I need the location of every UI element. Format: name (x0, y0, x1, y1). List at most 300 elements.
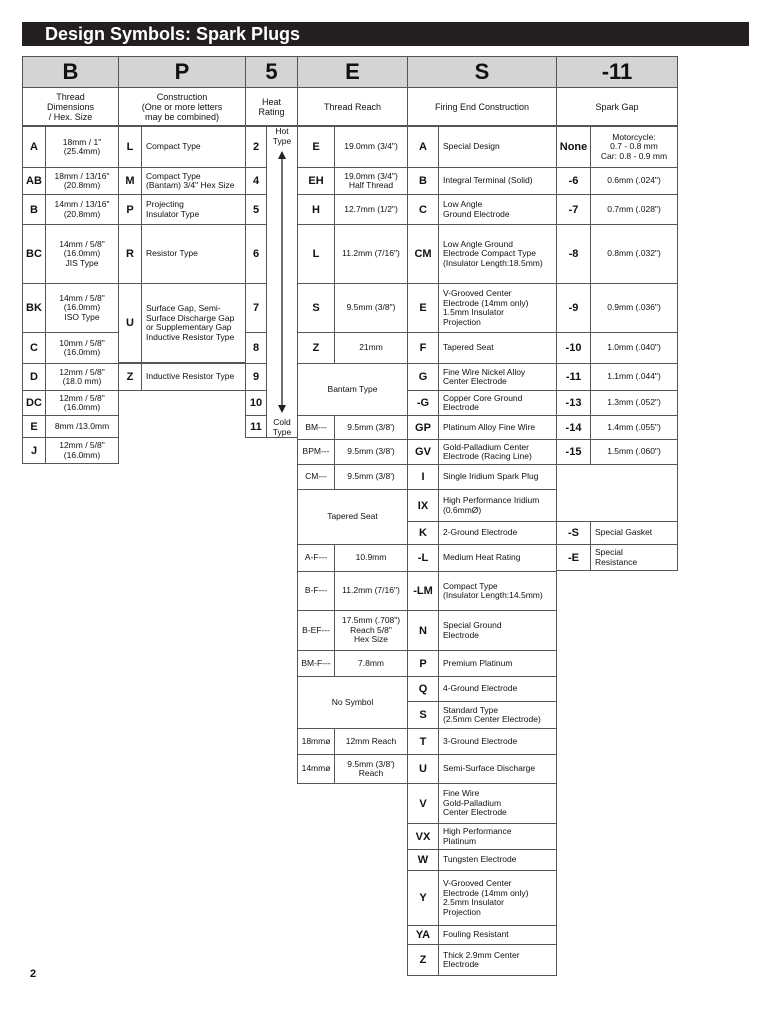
firing-end-desc-text: High Performance Platinum (443, 826, 512, 846)
construction-code-text: M (125, 175, 135, 187)
thread-dim-code (22, 167, 46, 195)
firing-end-code (407, 610, 439, 651)
thread-dim-code-text: DC (26, 397, 42, 409)
firing-end-desc-text: 4-Ground Electrode (443, 683, 518, 694)
construction-code-text: L (126, 141, 134, 153)
thread-dim-desc (45, 437, 119, 464)
firing-end-desc-text: High Performance Iridium (0.6mmØ) (443, 495, 540, 515)
thread-dim-code-text: BC (26, 248, 42, 260)
thread-dim-code (22, 224, 46, 284)
thread-dim-desc-text: 12mm / 5/8" (16.0mm) (59, 440, 105, 460)
thread-dim-code (22, 415, 46, 438)
subheader-B-text: Thread Dimensions / Hex. Size (46, 91, 95, 122)
firing-end-desc-text: Semi-Surface Discharge (443, 763, 536, 774)
tapered-code-text: B-F--- (304, 585, 328, 596)
firing-end-code (407, 676, 439, 702)
firing-end-code-text: S (419, 709, 427, 721)
construction-desc-text: Compact Type (Bantam) 3/4" Hex Size (146, 170, 235, 190)
tapered-desc-text: 7.8mm (358, 657, 384, 668)
thread-reach-desc (334, 126, 408, 168)
subheader-five (245, 87, 298, 126)
thread-reach-code-text: S (312, 302, 320, 314)
firing-end-code (407, 925, 439, 945)
header-gap-text: -11 (601, 59, 633, 84)
tapered-desc-text: 17.5mm (.708") Reach 5/8" Hex Size (341, 615, 401, 645)
firing-end-desc-text: Platinum Alloy Fine Wire (443, 421, 536, 432)
firing-end-code (407, 390, 439, 416)
thread-reach-code (297, 194, 335, 225)
tapered-code (297, 544, 335, 572)
bantam-type-label (297, 363, 408, 416)
bantam-code-text: BPM--- (302, 446, 330, 457)
spark-gap-desc (590, 194, 678, 225)
heat-rating-value-text: 9 (252, 371, 260, 383)
subheader-S-text: Firing End Construction (434, 101, 530, 112)
thread-dim-desc-text: 14mm / 13/16" (20.8mm) (54, 199, 110, 219)
thread-dim-desc (45, 283, 119, 333)
heat-rating-value (245, 283, 267, 333)
thread-dim-code-text: D (30, 371, 38, 383)
firing-end-desc (438, 610, 557, 651)
spark-gap-code (556, 283, 591, 333)
subheader-gap-text: Spark Gap (595, 101, 639, 112)
firing-end-desc-text: Single Iridium Spark Plug (443, 471, 539, 482)
firing-end-code-text: Z (419, 954, 427, 966)
thread-reach-desc (334, 194, 408, 225)
construction-code (118, 126, 142, 168)
firing-end-desc-text: Low Angle Ground Electrode (443, 199, 510, 219)
subheader-gap (556, 87, 678, 126)
firing-end-desc-text: 2-Ground Electrode (443, 527, 518, 538)
no-symbol-label (297, 676, 408, 729)
subheader-E-text: Thread Reach (323, 101, 382, 112)
header-B (22, 56, 119, 88)
bantam-type-label-text: Bantam Type (327, 383, 378, 394)
spark-gap-desc (590, 167, 678, 195)
bantam-desc (334, 415, 408, 440)
firing-end-desc-text: Compact Type (Insulator Length:14.5mm) (443, 580, 543, 600)
thread-dim-code-text: A (30, 141, 38, 153)
spark-gap-desc-text: 0.9mm (.036") (607, 302, 661, 313)
bantam-desc (334, 439, 408, 465)
heat-arrow-icon (277, 151, 287, 413)
firing-end-desc (438, 167, 557, 195)
thread-dim-desc-text: 12mm / 5/8" (16.0mm) (59, 392, 105, 412)
construction-desc (141, 167, 246, 195)
firing-end-desc-text: Gold-Palladium Center Electrode (Racing Line) (443, 441, 532, 461)
firing-end-code (407, 464, 439, 490)
firing-end-code-text: GP (415, 421, 431, 434)
spark-gap-code-text: -E (568, 551, 579, 564)
thread-reach-code-text: H (312, 203, 320, 216)
construction-desc (141, 224, 246, 284)
thread-dim-code-text: C (30, 342, 38, 354)
thread-reach-desc-text: 12.7mm (1/2") (344, 203, 398, 214)
firing-end-code (407, 224, 439, 284)
thread-dim-code-text: B (30, 203, 38, 216)
tapered-desc (334, 610, 408, 651)
thread-dim-code-text: E (30, 420, 38, 433)
thread-dim-desc (45, 390, 119, 416)
firing-end-code-text: T (419, 735, 427, 748)
subheader-S (407, 87, 557, 126)
bantam-desc-text: 9.5mm (3/8') (347, 421, 395, 432)
no-symbol-code-text: 14mmø (301, 763, 331, 774)
construction-code-text: R (126, 248, 134, 260)
firing-end-code-text: K (419, 527, 427, 539)
construction-desc (141, 194, 246, 225)
firing-end-desc (438, 944, 557, 976)
firing-end-desc (438, 728, 557, 755)
spark-gap-desc (590, 332, 678, 364)
firing-end-code-text: -LM (413, 585, 433, 597)
heat-rating-value (245, 363, 267, 391)
thread-reach-desc-text: 9.5mm (3/8") (346, 302, 396, 313)
bantam-code-text: BM--- (305, 421, 327, 432)
no-symbol-code (297, 728, 335, 755)
tapered-code-text: B-EF--- (302, 624, 330, 635)
thread-reach-code-text: E (312, 141, 320, 153)
firing-end-desc-text: Fouling Resistant (443, 929, 509, 940)
firing-end-desc (438, 754, 557, 784)
firing-end-desc-text: Premium Platinum (443, 657, 513, 668)
firing-end-code-text: V (419, 797, 427, 810)
spark-gap-desc-text: 1.4mm (.055") (607, 421, 661, 432)
firing-end-desc-text: Low Angle Ground Electrode Compact Type (Insulator Length:18.5mm) (443, 238, 543, 268)
thread-dim-desc (45, 126, 119, 168)
firing-end-code (407, 728, 439, 755)
no-symbol-desc (334, 728, 408, 755)
firing-end-desc (438, 849, 557, 871)
firing-end-code (407, 363, 439, 391)
subheader-five-text: Heat Rating (258, 96, 285, 117)
thread-reach-desc-text: 11.2mm (7/16") (342, 248, 400, 259)
firing-end-desc-text: Fine Wire Nickel Alloy Center Electrode (443, 366, 526, 386)
thread-dim-desc-text: 18mm / 13/16" (20.8mm) (54, 170, 110, 190)
firing-end-code-text: GV (415, 446, 431, 458)
firing-end-desc (438, 544, 557, 572)
subheader-E (297, 87, 408, 126)
firing-end-code (407, 332, 439, 364)
spark-gap-blank (556, 464, 678, 522)
firing-end-code (407, 126, 439, 168)
thread-dim-code (22, 437, 46, 464)
construction-code-text: P (126, 203, 134, 216)
thread-dim-desc (45, 194, 119, 225)
firing-end-desc (438, 571, 557, 611)
firing-end-code-text: IX (417, 499, 429, 512)
spark-gap-code (556, 521, 591, 545)
tapered-code (297, 571, 335, 611)
heat-rating-value-text: 4 (252, 175, 260, 187)
thread-reach-desc-text: 19.0mm (3/4") (344, 141, 398, 152)
thread-reach-desc (334, 224, 408, 284)
tapered-desc-text: 11.2mm (7/16") (342, 585, 400, 596)
thread-dim-desc-text: 14mm / 5/8" (16.0mm) JIS Type (59, 238, 105, 268)
thread-dim-code-text: AB (26, 175, 42, 187)
thread-reach-desc (334, 283, 408, 333)
firing-end-desc-text: Special Ground Electrode (443, 620, 502, 640)
spark-gap-desc (590, 283, 678, 333)
thread-reach-desc (334, 167, 408, 195)
bantam-desc-text: 9.5mm (3/8') (347, 446, 395, 457)
firing-end-code-text: G (418, 371, 428, 383)
thread-dim-desc (45, 415, 119, 438)
firing-end-code-text: Y (419, 892, 427, 904)
tapered-seat-label (297, 489, 408, 545)
construction-desc-text: Surface Gap, Semi- Surface Discharge Gap or Supplementary Gap (146, 303, 235, 332)
firing-end-desc (438, 439, 557, 465)
firing-end-desc (438, 224, 557, 284)
thread-reach-code (297, 224, 335, 284)
firing-end-code (407, 823, 439, 850)
spark-gap-code-text: None (559, 141, 588, 153)
firing-end-desc (438, 283, 557, 333)
firing-end-code-text: YA (415, 929, 431, 941)
header-five-text: 5 (265, 59, 278, 84)
spark-gap-code (556, 332, 591, 364)
firing-end-desc (438, 783, 557, 824)
spark-gap-code-text: -10 (565, 342, 582, 354)
firing-end-desc (438, 194, 557, 225)
firing-end-code-text: Q (418, 683, 428, 695)
spark-gap-desc-text: 0.6mm (.024") (607, 175, 661, 186)
no-symbol-desc-text: 12mm Reach (345, 735, 397, 746)
thread-reach-code (297, 283, 335, 333)
firing-end-code (407, 283, 439, 333)
spark-gap-desc-text: 1.5mm (.060") (607, 446, 661, 457)
header-S-text: S (474, 59, 490, 84)
construction-code-text: Z (126, 371, 134, 383)
thread-dim-desc-text: 12mm / 5/8" (18.0 mm) (59, 366, 105, 386)
firing-end-code (407, 701, 439, 729)
spark-gap-code (556, 224, 591, 284)
firing-end-desc-text: Standard Type (2.5mm Center Electrode) (443, 704, 541, 724)
spark-gap-desc-text: 1.1mm (.044") (607, 371, 661, 382)
firing-end-desc (438, 676, 557, 702)
firing-end-code (407, 415, 439, 440)
firing-end-code-text: CM (414, 248, 432, 260)
firing-end-desc (438, 521, 557, 545)
spark-gap-desc-text: Special Resistance (595, 547, 638, 567)
firing-end-code (407, 489, 439, 522)
spark-gap-code (556, 363, 591, 391)
no-symbol-code (297, 754, 335, 784)
construction-code (118, 283, 142, 363)
construction-code-text: U (126, 317, 134, 329)
spark-gap-code (556, 415, 591, 440)
spark-gap-desc (590, 521, 678, 545)
no-symbol-desc (334, 754, 408, 784)
firing-end-desc-text: Copper Core Ground Electrode (443, 392, 523, 412)
firing-end-desc-text: Thick 2.9mm Center Electrode (443, 949, 520, 969)
spark-gap-desc (590, 439, 678, 465)
firing-end-desc (438, 390, 557, 416)
spark-gap-desc-text: 1.0mm (.040") (607, 342, 661, 353)
firing-end-desc (438, 650, 557, 677)
spark-gap-desc (590, 544, 678, 571)
subheader-B (22, 87, 119, 126)
construction-code (118, 194, 142, 225)
heat-rating-value-text: 5 (252, 203, 260, 216)
firing-end-code (407, 754, 439, 784)
thread-dim-code (22, 283, 46, 333)
firing-end-code (407, 849, 439, 871)
firing-end-code (407, 167, 439, 195)
heat-rating-value-text: 6 (252, 248, 260, 260)
firing-end-desc-text: Tungsten Electrode (443, 854, 517, 865)
bantam-desc (334, 464, 408, 490)
construction-desc-text: Inductive Resistor Type (146, 371, 235, 382)
spark-gap-code (556, 439, 591, 465)
tapered-code (297, 650, 335, 677)
construction-desc (141, 126, 246, 168)
construction-desc (141, 363, 246, 391)
header-five (245, 56, 298, 88)
construction-desc-text: Compact Type (146, 141, 201, 152)
firing-end-desc (438, 823, 557, 850)
construction-desc-extra: Inductive Resistor Type (146, 331, 235, 342)
thread-dim-desc (45, 224, 119, 284)
heat-rating-value (245, 126, 267, 168)
bantam-code (297, 464, 335, 490)
spark-gap-desc-text: 1.3mm (.052") (607, 397, 661, 408)
thread-dim-desc-text: 10mm / 5/8" (16.0mm) (59, 337, 105, 357)
heat-rating-value (245, 167, 267, 195)
tapered-desc-text: 10.9mm (355, 552, 387, 563)
tapered-seat-label-text: Tapered Seat (327, 511, 378, 522)
spark-gap-code-text: -14 (565, 421, 582, 434)
firing-end-code (407, 783, 439, 824)
heat-rating-value (245, 390, 267, 416)
firing-end-desc-text: Tapered Seat (443, 342, 494, 353)
bantam-code (297, 439, 335, 465)
spark-gap-code-text: -S (568, 527, 579, 539)
cold-type-label: Cold Type (272, 417, 292, 437)
construction-desc (141, 283, 246, 363)
heat-rating-value-text: 7 (252, 302, 260, 314)
heat-rating-value (245, 194, 267, 225)
firing-end-code-text: U (419, 763, 427, 775)
firing-end-desc-text: 3-Ground Electrode (443, 735, 518, 746)
firing-end-desc-text: Medium Heat Rating (443, 552, 521, 563)
thread-dim-code (22, 194, 46, 225)
firing-end-code-text: E (419, 302, 427, 314)
firing-end-code-text: N (419, 624, 427, 637)
firing-end-code-text: VX (415, 830, 431, 843)
thread-dim-desc-text: 14mm / 5/8" (16.0mm) ISO Type (59, 292, 105, 322)
thread-dim-code (22, 126, 46, 168)
spark-gap-code-text: -8 (568, 248, 579, 260)
thread-dim-code (22, 363, 46, 391)
thread-dim-code-text: BK (26, 302, 42, 314)
heat-rating-value-text: 11 (250, 420, 262, 433)
firing-end-code-text: -L (417, 552, 429, 564)
firing-end-code-text: -G (416, 397, 430, 409)
firing-end-code-text: A (419, 141, 427, 153)
firing-end-desc (438, 925, 557, 945)
header-S (407, 56, 557, 88)
tapered-code (297, 610, 335, 651)
spark-gap-code-text: -9 (568, 302, 579, 314)
firing-end-code (407, 571, 439, 611)
header-B-text: B (62, 59, 79, 84)
thread-reach-desc (334, 332, 408, 364)
spark-gap-code (556, 544, 591, 571)
firing-end-desc (438, 701, 557, 729)
construction-desc-text: Resistor Type (146, 248, 198, 259)
firing-end-desc (438, 870, 557, 926)
no-symbol-desc-text: 9.5mm (3/8') Reach (347, 758, 395, 778)
bantam-code-text: CM--- (305, 471, 327, 482)
spark-gap-code (556, 126, 591, 168)
firing-end-desc-text: V-Grooved Center Electrode (14mm only) 2.5mm Insulator Projection (443, 878, 529, 917)
thread-dim-desc-text: 8mm /13.0mm (54, 420, 110, 431)
firing-end-desc-text: Special Design (443, 141, 500, 152)
firing-end-code-text: I (421, 471, 425, 483)
thread-reach-code (297, 167, 335, 195)
thread-dim-code-text: J (30, 444, 38, 457)
thread-dim-code (22, 332, 46, 364)
thread-dim-desc-text: 18mm / 1" (25.4mm) (62, 136, 102, 156)
spark-gap-desc (590, 390, 678, 416)
spark-gap-code-text: -15 (565, 446, 582, 458)
firing-end-code-text: F (419, 342, 427, 354)
firing-end-desc (438, 464, 557, 490)
tapered-code-text: BM-F--- (301, 657, 331, 668)
firing-end-desc (438, 126, 557, 168)
construction-desc-text: Projecting Insulator Type (146, 199, 200, 219)
spark-gap-desc (590, 415, 678, 440)
spark-gap-desc-text: 0.8mm (.032") (607, 248, 661, 259)
spark-gap-code (556, 167, 591, 195)
firing-end-code (407, 870, 439, 926)
firing-end-code (407, 650, 439, 677)
header-gap (556, 56, 678, 88)
firing-end-code-text: W (417, 854, 429, 866)
spark-gap-code (556, 390, 591, 416)
firing-end-desc-text: Integral Terminal (Solid) (443, 175, 533, 186)
spark-gap-code-text: -7 (568, 203, 579, 216)
firing-end-desc (438, 363, 557, 391)
thread-dim-desc (45, 363, 119, 391)
thread-reach-code-text: EH (308, 175, 324, 187)
heat-rating-value (245, 415, 267, 438)
header-E-text: E (345, 59, 360, 84)
spark-gap-desc (590, 126, 678, 168)
firing-end-code (407, 944, 439, 976)
tapered-code-text: A-F--- (304, 552, 328, 563)
heat-rating-value-text: 8 (252, 342, 260, 354)
thread-reach-desc-text: 19.0mm (3/4") Half Thread (344, 170, 398, 190)
thread-reach-code-text: Z (312, 342, 320, 354)
firing-end-desc (438, 332, 557, 364)
bantam-desc-text: 9.5mm (3/8') (347, 471, 395, 482)
hot-type-label: Hot Type (272, 126, 292, 146)
firing-end-code (407, 439, 439, 465)
no-symbol-code-text: 18mmø (301, 735, 331, 746)
spark-gap-code (556, 194, 591, 225)
firing-end-code-text: C (419, 203, 427, 216)
subheader-P (118, 87, 246, 126)
header-P (118, 56, 246, 88)
no-symbol-label-text: No Symbol (331, 696, 374, 707)
spark-gap-desc (590, 224, 678, 284)
firing-end-code (407, 194, 439, 225)
thread-dim-code (22, 390, 46, 416)
spark-gap-desc-text: 0.7mm (.028") (607, 203, 661, 214)
bantam-code (297, 415, 335, 440)
